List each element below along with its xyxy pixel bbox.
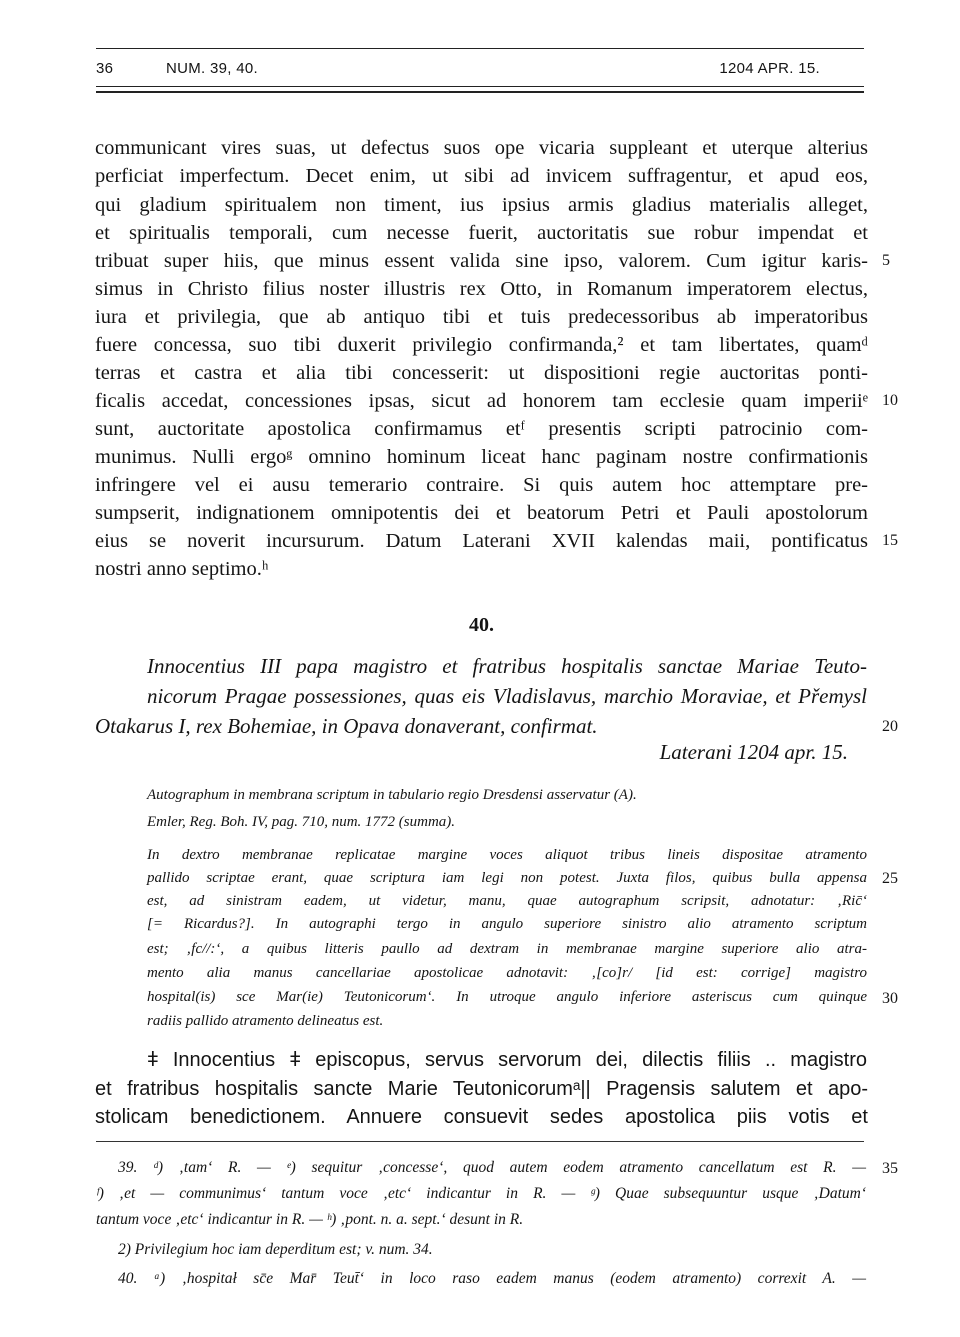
margin-line-number: 20: [882, 718, 898, 735]
footnote-line: 40. ᵃ) ‚hospitał sc̄e Mar̄ Teut̄‘ in loco raso eadem manus (eodem atramento) correxit A. —: [118, 1270, 866, 1287]
text-line: munimus. Nulli ergoᵍ omnino hominum liceat hanc paginam nostre confirmationis: [95, 446, 868, 468]
page-number: 36: [96, 60, 114, 77]
header-rule-double: [96, 91, 864, 93]
header-rule-top: [96, 48, 864, 49]
margin-line-number: 30: [882, 990, 898, 1007]
regest-line: nicorum Pragae possessiones, quas eis Vladislavus, marchio Moraviae, et Přemysl: [147, 684, 867, 708]
text-line: tribuat super hiis, que minus essent valida sine ipso, valorem. Cum igitur karis-: [95, 250, 868, 272]
text-line: stolicam benedictionem. Annuere consuevit sedes apostolica piis votis et: [95, 1106, 868, 1128]
note-line: est; ‚fc//:‘, a quibus litteris paullo ad dextram in membranae margine superiore alio atra-: [147, 941, 867, 957]
text-line: eius se noverit incursurum. Datum Laterani XVII kalendas maii, pontificatus: [95, 530, 868, 552]
text-line: nostri anno septimo.ʰ: [95, 558, 269, 580]
note-line: hospital(is) sce Mar(ie) Teutonicorum‘. In utroque angulo inferiore asteriscus cum quinque: [147, 989, 867, 1005]
note-line: [= Ricardus?]. In autographi tergo in angulo superiore sinistro alio atramento scriptum: [147, 916, 867, 932]
margin-line-number: 15: [882, 532, 898, 549]
note-line: pallido scriptae erant, quae scriptura iam legi non potest. Juxta filos, quibus bulla appensa: [147, 870, 867, 886]
margin-line-number: 25: [882, 870, 898, 887]
header-date: 1204 APR. 15.: [719, 60, 820, 77]
text-line: qui gladium spiritualem non timent, ius ipsius armis gladius materialis alleget,: [95, 194, 868, 216]
text-line: perficiat imperfectum. Decet enim, ut sibi ad invicem suffragentur, et apud eos,: [95, 165, 868, 187]
text-line: sumpserit, indignationem omnipotentis dei et beatorum Petri et Pauli apostolorum: [95, 502, 868, 524]
margin-line-number: 10: [882, 392, 898, 409]
note-line: In dextro membranae replicatae margine voces aliquot tribus lineis dispositae atramento: [147, 847, 867, 863]
text-line: ǂ Innocentius ǂ episcopus, servus servorum dei, dilectis filiis .. magistro: [147, 1049, 867, 1071]
footnote-line: 39. ᵈ) ‚tam‘ R. — ᵉ) sequitur ‚concesse‘, quod autem eodem atramento cancellatum est R. —: [118, 1159, 866, 1176]
margin-line-number: 35: [882, 1160, 898, 1177]
footnote-line: ᶠ) ‚et — communimus‘ tantum voce ‚etc‘ indicantur in R. — ᵍ) Quae subsequuntur usque ‚Datum‘: [96, 1185, 866, 1202]
text-line: simus in Christo filius noster illustris rex Otto, in Romanum imperatorem electus,: [95, 278, 868, 300]
document-numbers: NUM. 39, 40.: [166, 60, 258, 77]
place-date: Laterani 1204 apr. 15.: [659, 740, 848, 764]
text-line: ficalis accedat, concessiones ipsas, sicut ad honorem tam ecclesie quam imperiiᵉ: [95, 390, 868, 412]
footnote-line: 2) Privilegium hoc iam deperditum est; v. num. 34.: [118, 1241, 433, 1258]
note-line: radiis pallido atramento delineatus est.: [147, 1013, 384, 1029]
text-line: infringere vel ei ausu temerario contraire. Si quis autem hoc attemptare pre-: [95, 474, 868, 496]
footnote-line: tantum voce ‚etc‘ indicantur in R. — ʰ) ‚pont. n. a. sept.‘ desunt in R.: [96, 1211, 524, 1228]
text-line: sunt, auctoritate apostolica confirmamus etᶠ presentis scripti patrocinio com-: [95, 418, 868, 440]
document-number-heading: 40.: [469, 614, 494, 636]
note-line: mento alia manus cancellariae apostolicae adnotavit: ‚[co]r/ [id est: corrige] magistro: [147, 965, 867, 981]
note-line: Autographum in membrana scriptum in tabulario regio Dresdensi asservatur (A).: [147, 787, 637, 803]
text-line: fuere concessa, suo tibi duxerit privilegio confirmanda,² et tam libertates, quamᵈ: [95, 334, 868, 356]
text-line: iura et privilegia, que ab antiquo tibi et tuis predecessoribus ab imperatoribus: [95, 306, 868, 328]
text-line: terras et castra et alia tibi concesserit: ut dispositioni regie auctoritas ponti-: [95, 362, 868, 384]
text-line: communicant vires suas, ut defectus suos ope vicaria suppleant et uterque alterius: [95, 137, 868, 159]
text-line: et fratribus hospitalis sancte Marie Teutonicorumᵃ|| Pragensis salutem et apo-: [95, 1078, 868, 1100]
text-line: et spiritualis temporali, cum necesse fuerit, auctoritatis sue robur impendat et: [95, 222, 868, 244]
footnote-rule: [96, 1141, 864, 1142]
note-line: est, ad sinistram eadem, ut videtur, manu, quae autographum scripsit, adnotatur: ‚Ric̄‘: [147, 893, 867, 909]
margin-line-number: 5: [882, 252, 890, 269]
note-line: Emler, Reg. Boh. IV, pag. 710, num. 1772 (summa).: [147, 814, 456, 830]
header-rule: [96, 86, 864, 87]
regest-line: Innocentius III papa magistro et fratribus hospitalis sanctae Mariae Teuto-: [147, 654, 867, 678]
regest-line: Otakarus I, rex Bohemiae, in Opava donaverant, confirmat.: [95, 714, 598, 738]
